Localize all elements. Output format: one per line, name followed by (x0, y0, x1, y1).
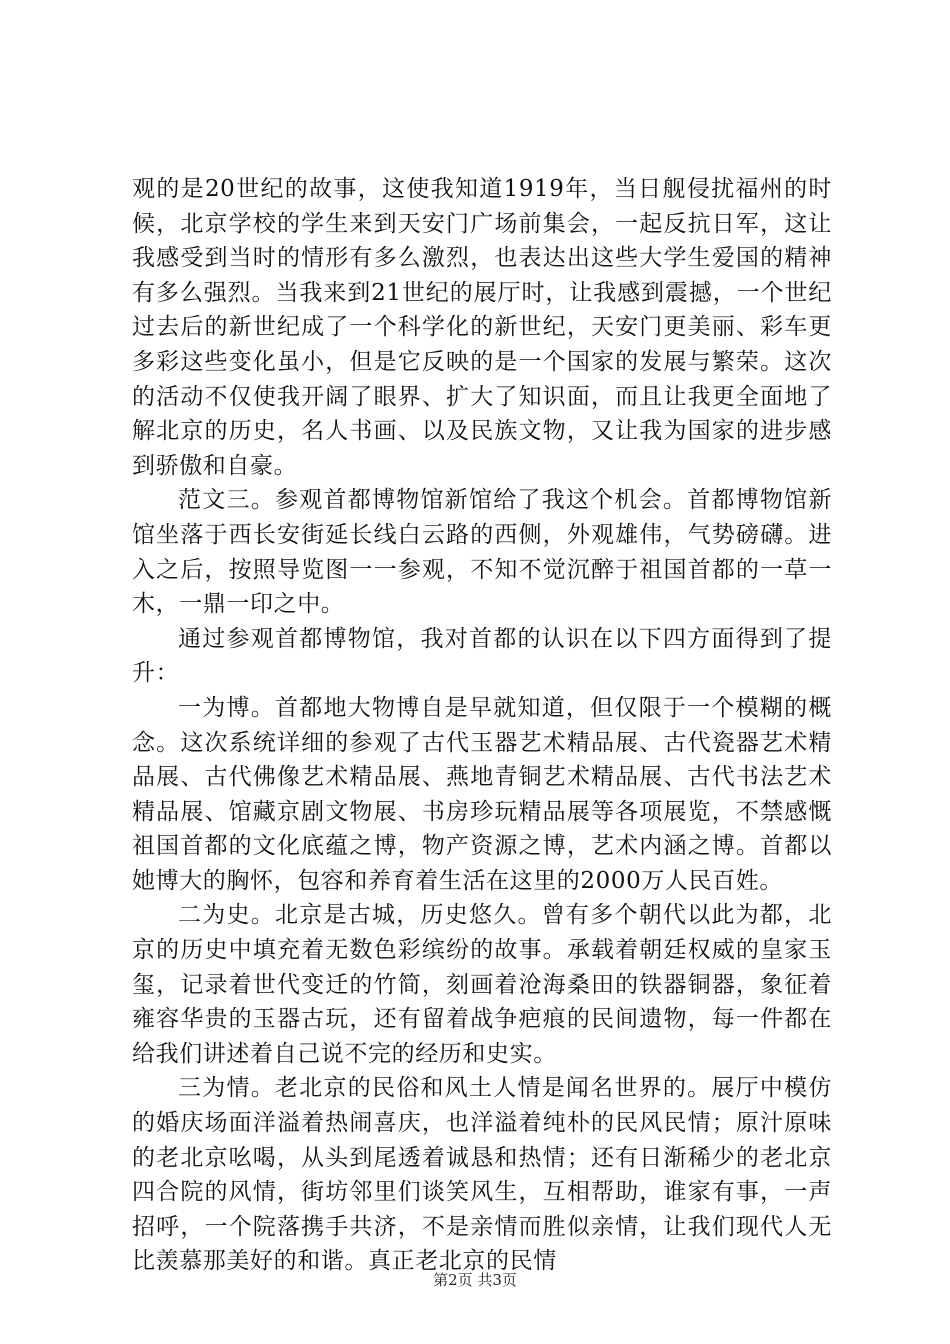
paragraph-1: 观的是20世纪的故事，这使我知道1919年，当日舰侵扰福州的时候，北京学校的学生来到天安门广场前集会，一起反抗日军，这让我感受到当时的情形有多么激烈，也表达出这些大学生爱国的精神有多么强烈。当我来到21世纪的展厅时，让我感到震撼，一个世纪过去后的新世纪成了一个科学化的新世纪，天安门更美丽、彩车更多彩这些变化虽小，但是它反映的是一个国家的发展与繁荣。这次的活动不仅使我开阔了眼界、扩大了知识面，而且让我更全面地了解北京的历史，名人书画、以及民族文物，又让我为国家的进步感到骄傲和自豪。 (132, 176, 832, 479)
page-number-footer: 第2页 共3页 (433, 1271, 517, 1289)
paragraph-6: 三为情。老北京的民俗和风土人情是闻名世界的。展厅中模仿的婚庆场面洋溢着热闹喜庆，也洋溢着纯朴的民风民情；原汁原味的老北京吆喝，从头到尾透着诚恳和热情；还有日渐稀少的老北京四合院的风情，街坊邻里们谈笑风生，互相帮助，谁家有事，一声招呼，一个院落携手共济，不是亲情而胜似亲情，让我们现代人无比羡慕那美好的和谐。真正老北京的民情 (132, 1075, 832, 1275)
paragraph-5: 二为史。北京是古城，历史悠久。曾有多个朝代以此为都，北京的历史中填充着无数色彩缤纷的故事。承载着朝廷权威的皇家玉玺，记录着世代变迁的竹简，刻画着沧海桑田的铁器铜器，象征着雍容华贵的玉器古玩，还有留着战争疤痕的民间遗物，每一件都在给我们讲述着自己说不完的经历和史实。 (132, 902, 832, 1067)
paragraph-3: 通过参观首都博物馆，我对首都的认识在以下四方面得到了提升： (132, 625, 832, 687)
document-body (132, 172, 832, 1279)
paragraph-4: 一为博。首都地大物博自是早就知道，但仅限于一个模糊的概念。这次系统详细的参观了古代玉器艺术精品展、古代瓷器艺术精品展、古代佛像艺术精品展、燕地青铜艺术精品展、古代书法艺术精品展、馆藏京剧文物展、书房珍玩精品展等各项展览，不禁感慨祖国首都的文化底蕴之博，物产资源之博，艺术内涵之博。首都以她博大的胸怀，包容和养育着生活在这里的2000万人民百姓。 (132, 694, 832, 894)
paragraph-2: 范文三。参观首都博物馆新馆给了我这个机会。首都博物馆新馆坐落于西长安街延长线白云路的西侧，外观雄伟，气势磅礴。进入之后，按照导览图一一参观，不知不觉沉醉于祖国首都的一草一木，一鼎一印之中。 (132, 487, 832, 618)
